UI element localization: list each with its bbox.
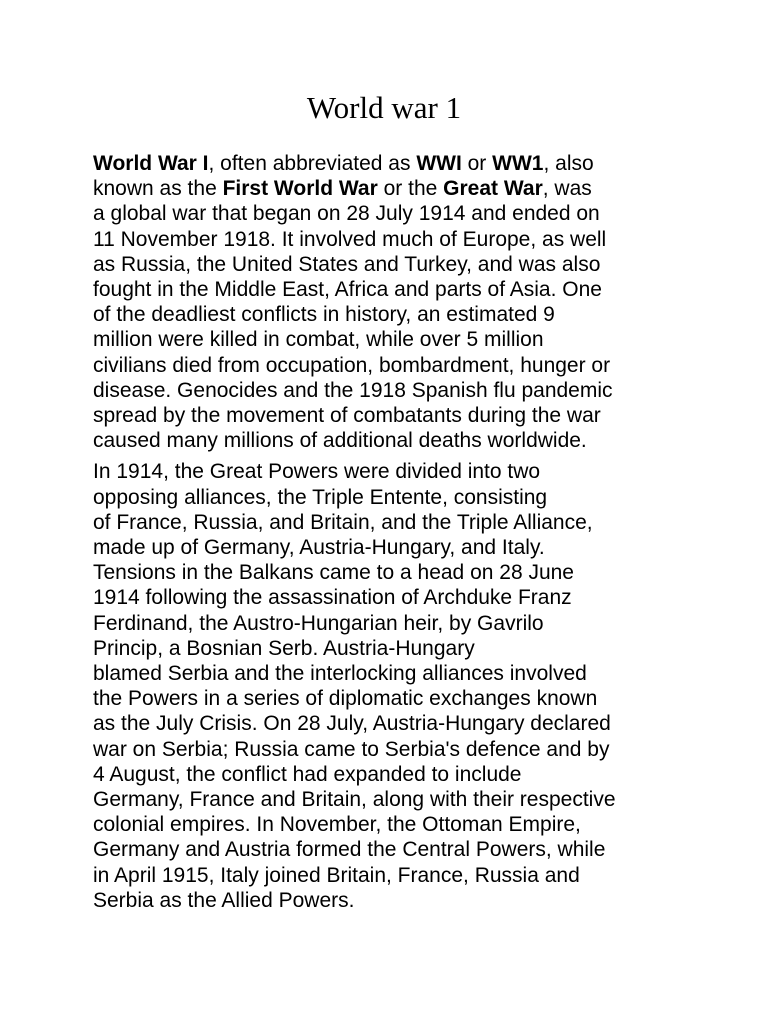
bold-term: WW1 xyxy=(492,152,544,175)
text-segment: Serbia as the Allied Powers. xyxy=(93,888,355,912)
text-line xyxy=(93,863,693,888)
paragraph xyxy=(93,459,693,913)
text-line xyxy=(93,252,693,277)
text-line xyxy=(93,510,693,535)
text-line xyxy=(93,837,693,862)
text-segment: known as the xyxy=(93,177,223,201)
text-line xyxy=(93,201,693,226)
text-segment: 4 August, the conflict had expanded to include xyxy=(93,762,522,786)
text-line xyxy=(93,560,693,585)
text-segment: disease. Genocides and the 1918 Spanish flu pandemic xyxy=(93,378,613,402)
text-segment: war on Serbia; Russia came to Serbia's defence and by xyxy=(93,737,610,761)
text-line xyxy=(93,485,693,510)
text-line xyxy=(93,327,693,352)
text-segment: spread by the movement of combatants during the war xyxy=(93,404,601,428)
text-segment: 11 November 1918. It involved much of Europe, as well xyxy=(93,227,607,251)
text-line xyxy=(93,661,693,686)
bold-term: WWI xyxy=(416,152,462,175)
text-segment: fought in the Middle East, Africa and parts of Asia. One xyxy=(93,278,602,302)
text-segment: Princip, a Bosnian Serb. Austria-Hungary xyxy=(93,636,475,660)
bold-term: First World War xyxy=(222,177,378,201)
text-segment: of France, Russia, and Britain, and the Triple Alliance, xyxy=(93,510,593,534)
text-line xyxy=(93,636,693,661)
text-line xyxy=(93,403,693,428)
text-line xyxy=(93,459,693,484)
text-segment: the Powers in a series of diplomatic exchanges known xyxy=(93,687,598,711)
text-segment: or xyxy=(461,152,493,175)
text-line xyxy=(93,762,693,787)
text-segment: civilians died from occupation, bombardment, hunger or xyxy=(93,353,611,377)
bold-term: World War I xyxy=(93,152,209,175)
text-line xyxy=(93,302,693,327)
text-line xyxy=(93,888,693,913)
text-segment: as Russia, the United States and Turkey, and was also xyxy=(93,252,601,276)
text-line xyxy=(93,428,693,453)
text-segment: Germany, France and Britain, along with their respective xyxy=(93,788,616,812)
text-segment: , often abbreviated as xyxy=(208,152,417,175)
paragraph xyxy=(93,151,693,453)
text-line xyxy=(93,585,693,610)
text-line xyxy=(93,378,693,403)
text-segment: or the xyxy=(377,177,444,201)
text-segment: 1914 following the assassination of Archduke Franz xyxy=(93,586,572,610)
text-segment: , was xyxy=(542,177,592,201)
text-segment: caused many millions of additional deaths worldwide. xyxy=(93,429,587,453)
text-line xyxy=(93,711,693,736)
text-segment: In 1914, the Great Powers were divided into two xyxy=(93,460,541,484)
text-line xyxy=(93,176,693,201)
text-segment: blamed Serbia and the interlocking alliances involved xyxy=(93,662,587,686)
text-line xyxy=(93,535,693,560)
text-line xyxy=(93,787,693,812)
bold-term: Great War xyxy=(443,177,543,201)
text-line xyxy=(93,737,693,762)
text-line xyxy=(93,353,693,378)
text-line xyxy=(93,227,693,252)
text-segment: , also xyxy=(543,152,594,175)
text-segment: colonial empires. In November, the Ottoman Empire, xyxy=(93,813,581,837)
text-segment: as the July Crisis. On 28 July, Austria-Hungary declared xyxy=(93,712,611,736)
page-title: World war 1 xyxy=(306,90,462,125)
text-segment: million were killed in combat, while over 5 million xyxy=(93,328,544,352)
text-segment: Germany and Austria formed the Central Powers, while xyxy=(93,838,606,862)
document-body xyxy=(93,151,693,913)
text-line xyxy=(93,611,693,636)
text-segment: of the deadliest conflicts in history, an estimated 9 xyxy=(93,303,555,327)
text-line xyxy=(93,812,693,837)
text-segment: opposing alliances, the Triple Entente, consisting xyxy=(93,485,548,509)
text-segment: Ferdinand, the Austro-Hungarian heir, by Gavrilo xyxy=(93,611,544,635)
text-segment: in April 1915, Italy joined Britain, France, Russia and xyxy=(93,863,580,887)
text-line xyxy=(93,277,693,302)
text-segment: a global war that began on 28 July 1914 and ended on xyxy=(93,202,600,226)
text-line xyxy=(93,151,693,176)
text-line xyxy=(93,686,693,711)
text-segment: made up of Germany, Austria-Hungary, and Italy. xyxy=(93,536,545,560)
text-segment: Tensions in the Balkans came to a head on 28 June xyxy=(93,561,574,585)
